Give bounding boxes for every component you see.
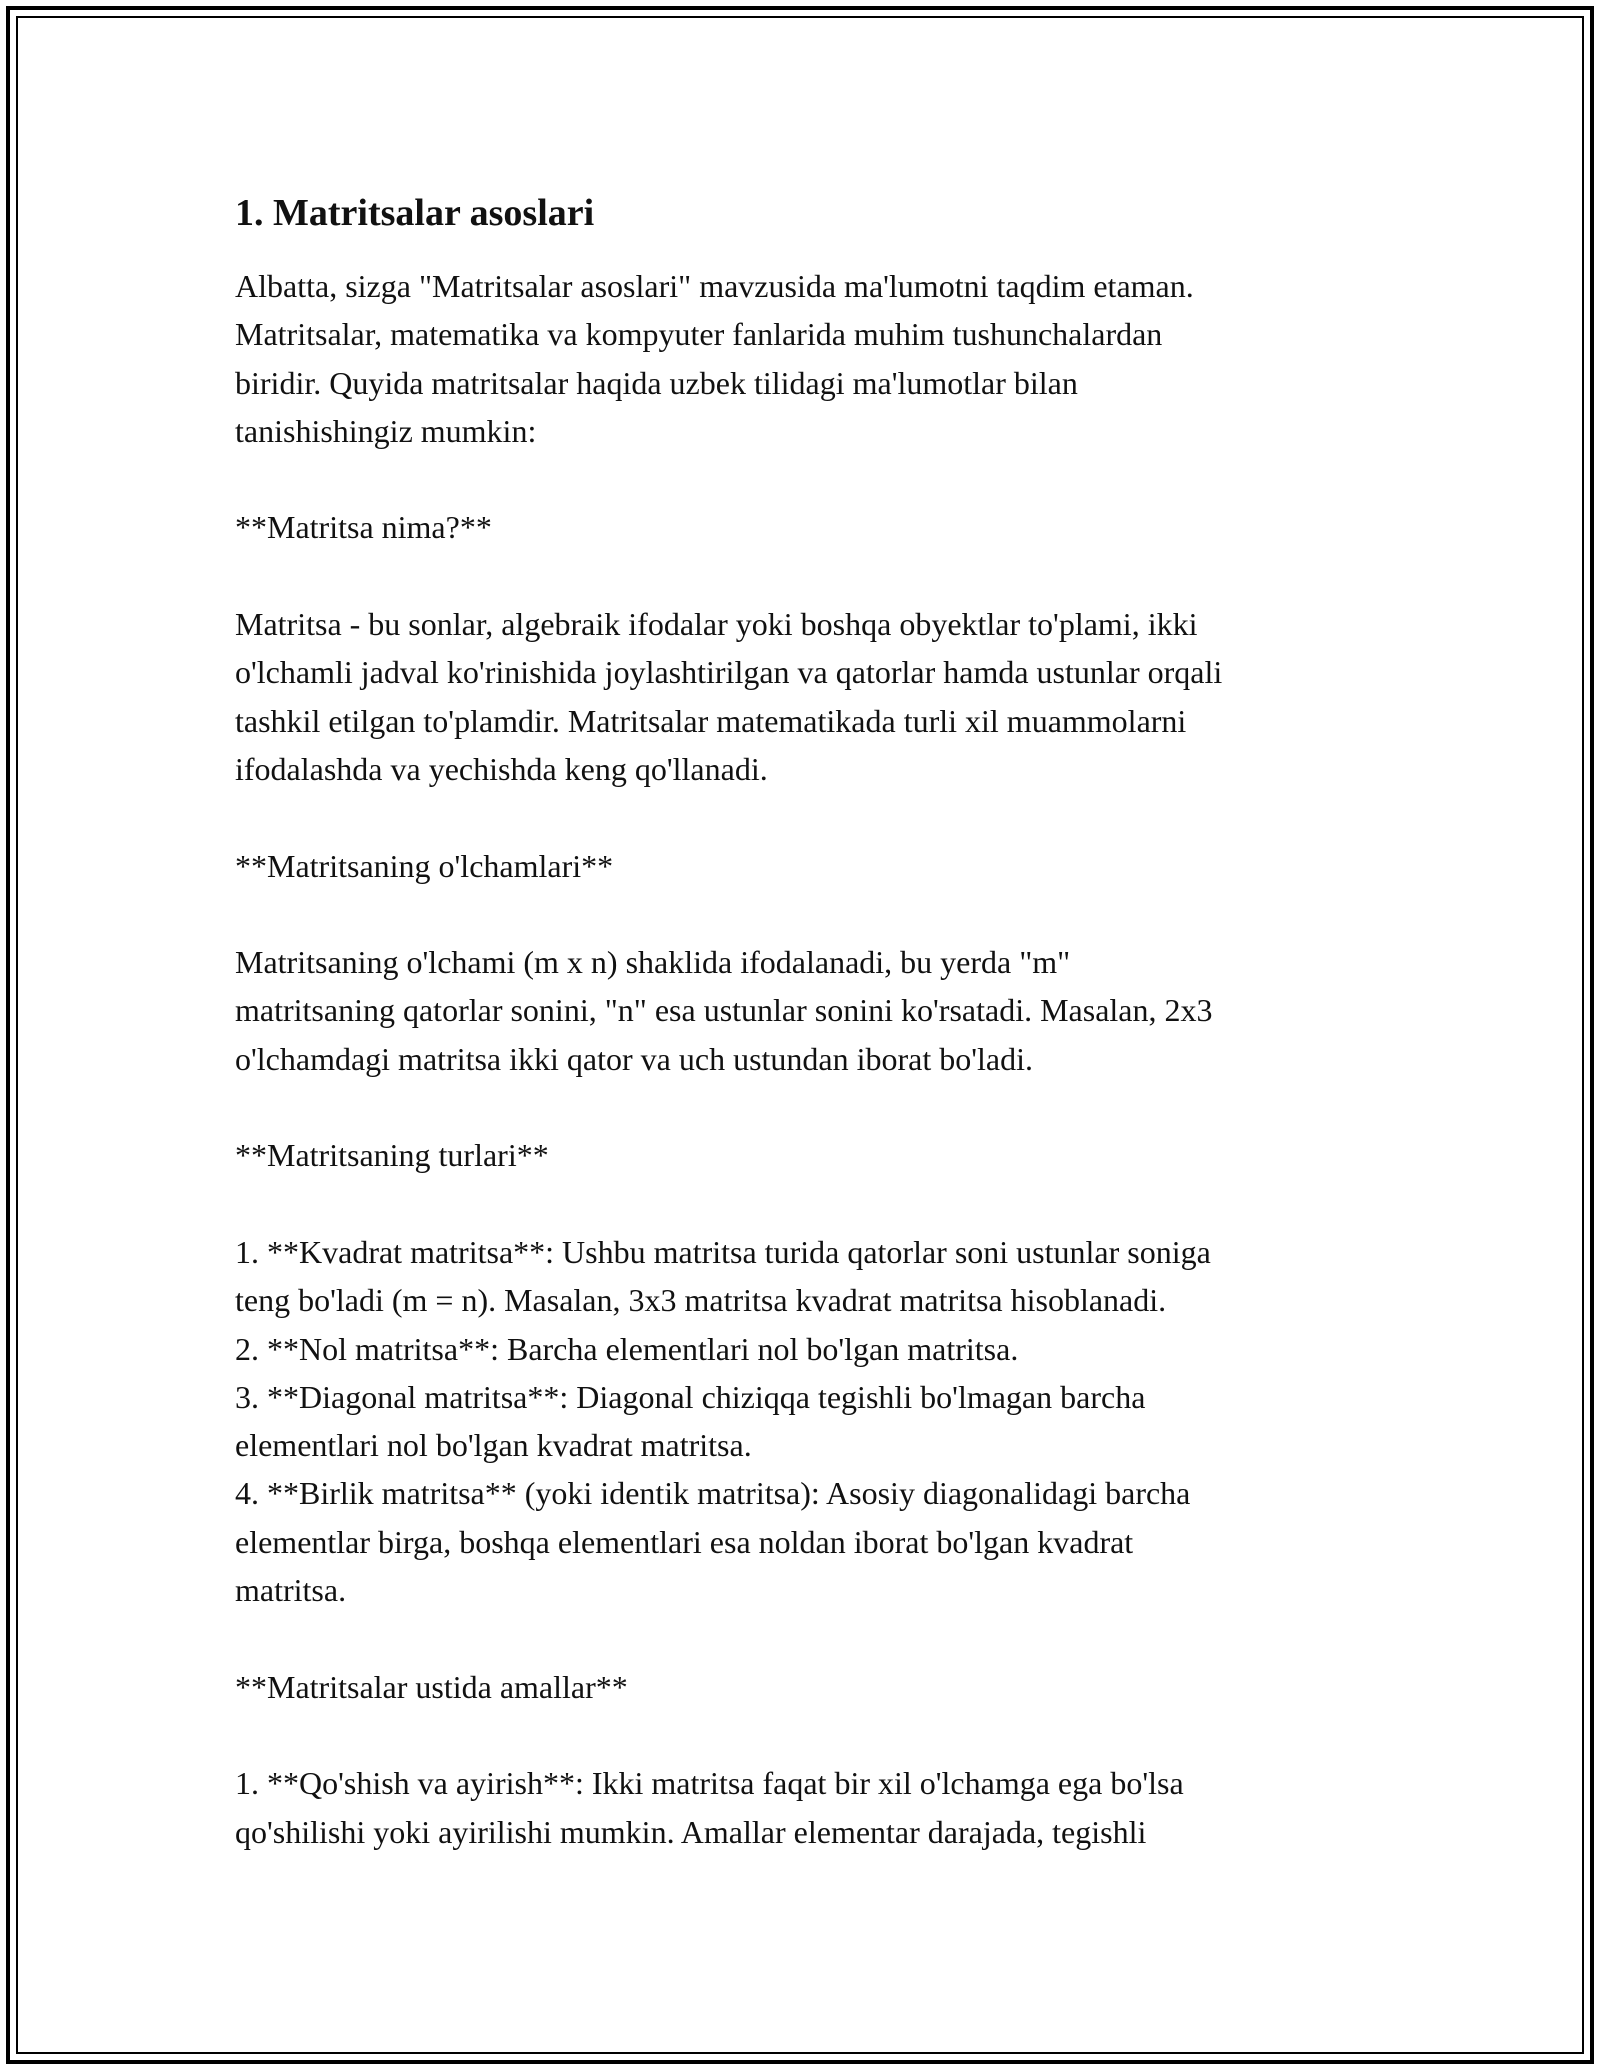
heading-operations: **Matritsalar ustida amallar**	[235, 1668, 628, 1705]
blank-line	[235, 1180, 1385, 1228]
text-line: o'lchamdagi matritsa ikki qator va uch ustundan iborat bo'ladi.	[235, 1040, 1033, 1077]
operations-list	[235, 1759, 1385, 1856]
text-line: Albatta, sizga "Matritsalar asoslari" mavzusida ma'lumotni taqdim etaman.	[235, 268, 1194, 304]
text-line: elementlar birga, boshqa elementlari esa noldan iborat bo'lgan kvadrat	[235, 1523, 1134, 1560]
text-line: tashkil etilgan to'plamdir. Matritsalar matematikada turli xil muammolarni	[235, 702, 1187, 739]
blank-line	[235, 890, 1385, 938]
blank-line	[235, 793, 1385, 841]
heading-dimensions: **Matritsaning o'lchamlari**	[235, 847, 614, 884]
text-line: ifodalashda va yechishda keng qo'llanadi.	[235, 750, 768, 787]
text-line: 2. **Nol matritsa**: Barcha elementlari nol bo'lgan matritsa.	[235, 1330, 1019, 1367]
heading-what-is-matrix: **Matritsa nima?**	[235, 509, 492, 546]
text-line: 3. **Diagonal matritsa**: Diagonal chiziqqa tegishli bo'lmagan barcha	[235, 1378, 1146, 1415]
blank-line	[235, 1711, 1385, 1759]
dimensions-paragraph	[235, 938, 1385, 1083]
document-body	[235, 186, 1385, 1856]
blank-line	[235, 552, 1385, 600]
text-line: biridir. Quyida matritsalar haqida uzbek tilidagi ma'lumotlar bilan	[235, 364, 1078, 401]
document-title: 1. Matritsalar asoslari	[235, 192, 595, 234]
text-line: qo'shilishi yoki ayirilishi mumkin. Amallar elementar darajada, tegishli	[235, 1813, 1147, 1850]
text-line: Matritsa - bu sonlar, algebraik ifodalar yoki boshqa obyektlar to'plami, ikki	[235, 606, 1198, 643]
what-is-matrix-paragraph	[235, 600, 1385, 793]
text-line: Matritsalar, matematika va kompyuter fanlarida muhim tushunchalardan	[235, 316, 1163, 353]
text-line: matritsaning qatorlar sonini, "n" esa ustunlar sonini ko'rsatadi. Masalan, 2x3	[235, 992, 1213, 1029]
heading-types: **Matritsaning turlari**	[235, 1137, 549, 1174]
types-list	[235, 1228, 1385, 1614]
text-line: tanishishingiz mumkin:	[235, 412, 537, 449]
text-line: o'lchamli jadval ko'rinishida joylashtirilgan va qatorlar hamda ustunlar orqali	[235, 654, 1223, 691]
text-line: 1. **Kvadrat matritsa**: Ushbu matritsa turida qatorlar soni ustunlar soniga	[235, 1233, 1211, 1270]
blank-line	[235, 455, 1385, 503]
intro-paragraph	[235, 262, 1385, 455]
text-line: Matritsaning o'lchami (m x n) shaklida ifodalanadi, bu yerda "m"	[235, 944, 1071, 981]
text-line: teng bo'ladi (m = n). Masalan, 3x3 matritsa kvadrat matritsa hisoblanadi.	[235, 1282, 1167, 1319]
blank-line	[235, 1614, 1385, 1662]
blank-line	[235, 1083, 1385, 1131]
text-line: elementlari nol bo'lgan kvadrat matritsa.	[235, 1427, 752, 1464]
text-line: 1. **Qo'shish va ayirish**: Ikki matritsa faqat bir xil o'lchamga ega bo'lsa	[235, 1765, 1184, 1802]
text-line: matritsa.	[235, 1572, 347, 1609]
text-line: 4. **Birlik matritsa** (yoki identik matritsa): Asosiy diagonalidagi barcha	[235, 1475, 1191, 1512]
